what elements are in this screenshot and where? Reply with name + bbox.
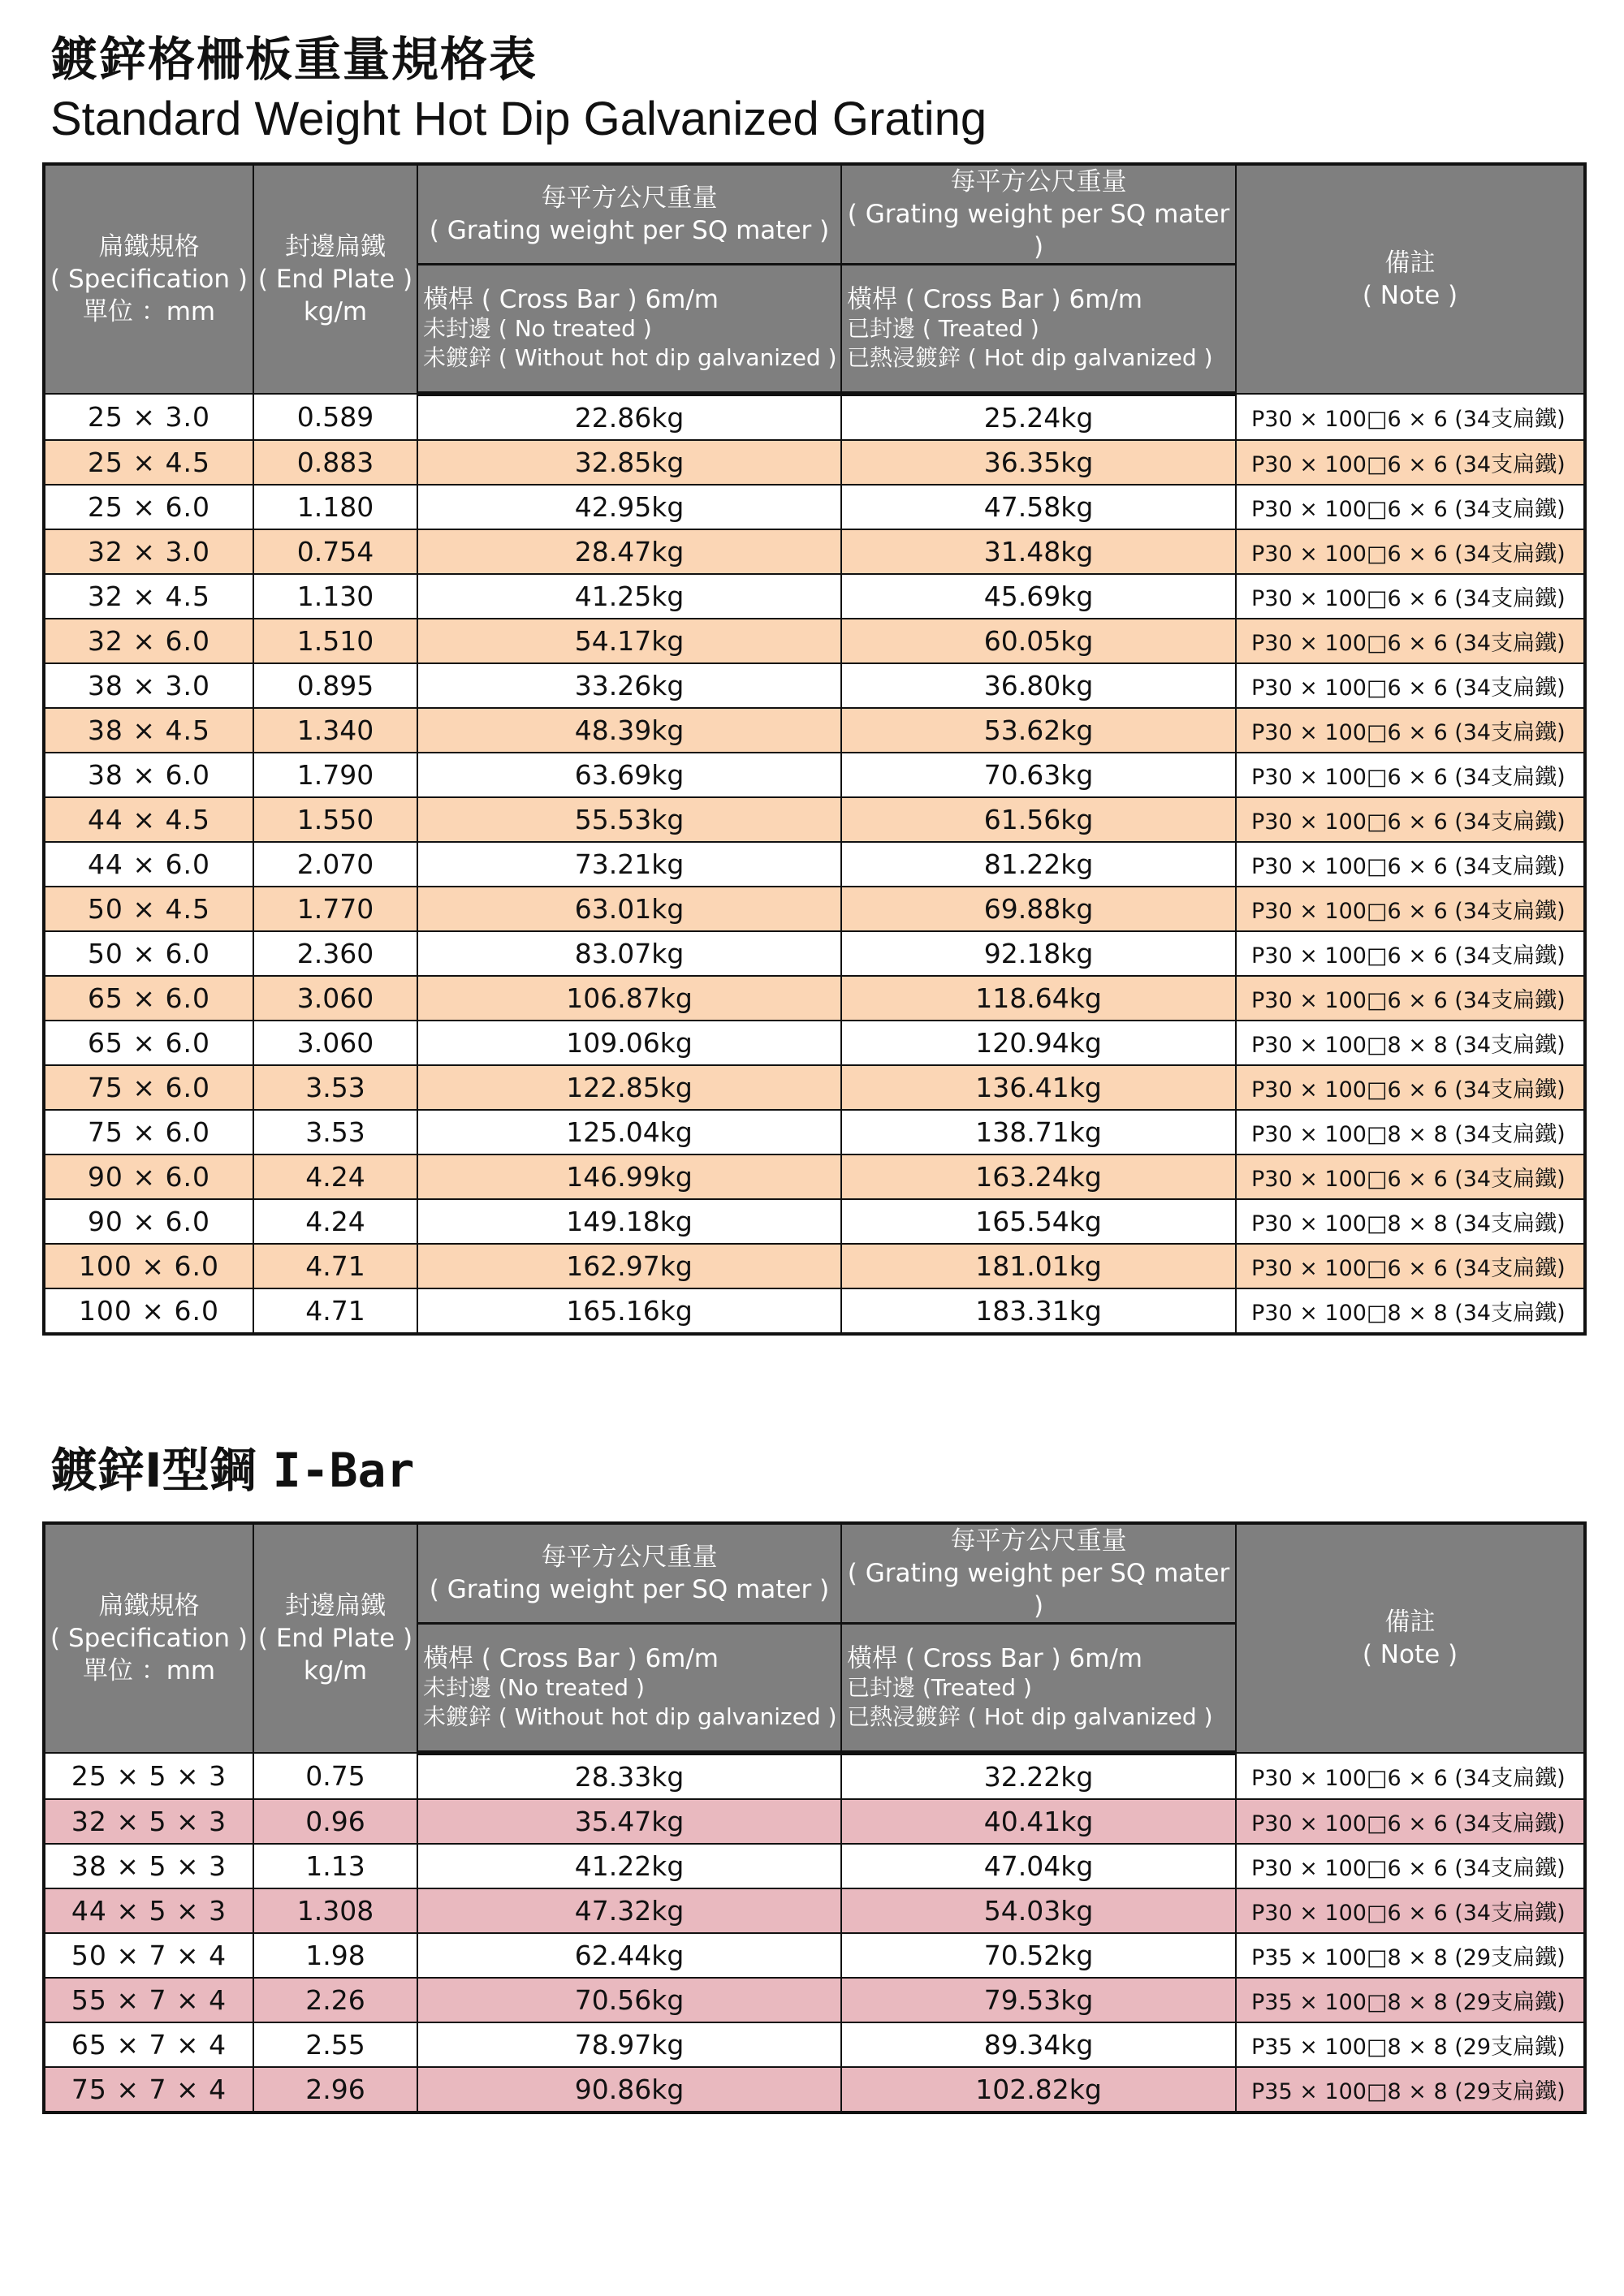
spec-cell: 50 × 7 × 4 [44,1933,253,1978]
header-sub-line: 橫桿 ( Cross Bar ) 6m/m [423,1643,719,1673]
weight-untreated-cell: 48.39kg [417,708,841,753]
header-sub-line: 未封邊 (No treated ) [423,1673,645,1701]
end-plate-cell: 2.55 [253,2022,417,2067]
weight-untreated-cell: 28.47kg [417,529,841,574]
weight-untreated-cell: 90.86kg [417,2067,841,2113]
header-spec-line: ( Specification ) [50,265,248,294]
note-cell: P30 × 100□6 × 6 (34支扁鐵) [1236,976,1585,1021]
spec-cell: 32 × 4.5 [44,574,253,619]
table-row [44,708,1585,753]
header-sub-line: 未鍍鋅 ( Without hot dip galvanized ) [423,1703,837,1730]
weight-untreated-cell: 78.97kg [417,2022,841,2067]
weight-treated-cell: 70.52kg [841,1933,1236,1978]
header-spec-line: 扁鐵規格 [98,232,200,261]
end-plate-cell: 3.53 [253,1110,417,1154]
header-note [1236,1523,1585,1753]
weight-untreated-cell: 55.53kg [417,797,841,842]
page-title-en: Standard Weight Hot Dip Galvanized Grating [50,93,987,145]
end-plate-cell: 2.070 [253,842,417,887]
end-plate-cell: 1.308 [253,1888,417,1933]
weight-untreated-cell: 42.95kg [417,485,841,529]
header-weight-line: ( Grating weight per SQ mater ) [847,1559,1230,1621]
weight-treated-cell: 165.54kg [841,1199,1236,1244]
header-sub-treated [841,265,1236,395]
table-row [44,887,1585,931]
spec-cell: 32 × 5 × 3 [44,1799,253,1844]
header-note-line: ( Note ) [1362,1640,1458,1669]
note-cell: P30 × 100□6 × 6 (34支扁鐵) [1236,842,1585,887]
table-row [44,619,1585,663]
header-weight-line: ( Grating weight per SQ mater ) [429,1575,830,1604]
spec-cell: 65 × 6.0 [44,1021,253,1065]
weight-treated-cell: 45.69kg [841,574,1236,619]
spec-cell: 25 × 5 × 3 [44,1753,253,1799]
header-endplate-line: 封邊扁鐵 [285,232,386,261]
note-cell: P30 × 100□6 × 6 (34支扁鐵) [1236,1244,1585,1288]
spec-cell: 32 × 3.0 [44,529,253,574]
header-sub-line: 未封邊 ( No treated ) [423,314,652,342]
weight-untreated-cell: 62.44kg [417,1933,841,1978]
table-row [44,1933,1585,1978]
table-row [44,797,1585,842]
header-sub-untreated [417,265,841,395]
header-spec-line: 單位 ：mm [82,1656,216,1685]
end-plate-cell: 3.060 [253,1021,417,1065]
table-row [44,485,1585,529]
header-sub-line: 橫桿 ( Cross Bar ) 6m/m [847,284,1143,314]
weight-untreated-cell: 106.87kg [417,976,841,1021]
table-row [44,931,1585,976]
note-cell: P30 × 100□6 × 6 (34支扁鐵) [1236,708,1585,753]
header-end-plate [253,164,417,394]
end-plate-cell: 4.71 [253,1244,417,1288]
weight-untreated-cell: 83.07kg [417,931,841,976]
table-row [44,753,1585,797]
header-note-line: 備註 [1384,248,1436,278]
weight-treated-cell: 53.62kg [841,708,1236,753]
weight-untreated-cell: 33.26kg [417,663,841,708]
end-plate-cell: 1.790 [253,753,417,797]
weight-untreated-cell: 47.32kg [417,1888,841,1933]
note-cell: P30 × 100□6 × 6 (34支扁鐵) [1236,394,1585,440]
end-plate-cell: 0.754 [253,529,417,574]
header-weight-treated [841,1523,1236,1624]
section-title-zh: 鍍鋅I型鋼 [50,1443,257,1498]
table-row [44,394,1585,440]
weight-untreated-cell: 32.85kg [417,440,841,485]
spec-cell: 32 × 6.0 [44,619,253,663]
header-weight-treated [841,164,1236,265]
weight-untreated-cell: 41.25kg [417,574,841,619]
spec-cell: 90 × 6.0 [44,1154,253,1199]
header-weight-line: ( Grating weight per SQ mater ) [429,216,830,245]
header-note-line: ( Note ) [1362,281,1458,310]
header-sub-line: 橫桿 ( Cross Bar ) 6m/m [423,284,719,314]
end-plate-cell: 1.13 [253,1844,417,1888]
end-plate-cell: 4.24 [253,1199,417,1244]
weight-treated-cell: 181.01kg [841,1244,1236,1288]
section-title-i-bar [50,1443,415,1498]
end-plate-cell: 2.26 [253,1978,417,2022]
table-row [44,1199,1585,1244]
note-cell: P30 × 100□6 × 6 (34支扁鐵) [1236,1154,1585,1199]
spec-cell: 25 × 6.0 [44,485,253,529]
end-plate-cell: 4.71 [253,1288,417,1334]
weight-treated-cell: 183.31kg [841,1288,1236,1334]
table-row [44,2067,1585,2113]
note-cell: P30 × 100□6 × 6 (34支扁鐵) [1236,663,1585,708]
end-plate-cell: 1.98 [253,1933,417,1978]
weight-treated-cell: 136.41kg [841,1065,1236,1110]
weight-treated-cell: 138.71kg [841,1110,1236,1154]
end-plate-cell: 0.75 [253,1753,417,1799]
weight-untreated-cell: 41.22kg [417,1844,841,1888]
spec-cell: 75 × 6.0 [44,1065,253,1110]
note-cell: P30 × 100□8 × 8 (34支扁鐵) [1236,1110,1585,1154]
note-cell: P30 × 100□6 × 6 (34支扁鐵) [1236,440,1585,485]
end-plate-cell: 0.883 [253,440,417,485]
weight-treated-cell: 36.35kg [841,440,1236,485]
weight-treated-cell: 118.64kg [841,976,1236,1021]
end-plate-cell: 0.895 [253,663,417,708]
header-sub-line: 未鍍鋅 ( Without hot dip galvanized ) [423,343,837,371]
note-cell: P30 × 100□8 × 8 (34支扁鐵) [1236,1199,1585,1244]
weight-untreated-cell: 28.33kg [417,1753,841,1799]
weight-treated-cell: 79.53kg [841,1978,1236,2022]
table-row [44,2022,1585,2067]
weight-untreated-cell: 125.04kg [417,1110,841,1154]
weight-treated-cell: 47.58kg [841,485,1236,529]
end-plate-cell: 4.24 [253,1154,417,1199]
table-row [44,976,1585,1021]
weight-treated-cell: 163.24kg [841,1154,1236,1199]
weight-treated-cell: 60.05kg [841,619,1236,663]
weight-untreated-cell: 54.17kg [417,619,841,663]
spec-cell: 38 × 4.5 [44,708,253,753]
header-sub-untreated [417,1624,841,1754]
end-plate-cell: 0.96 [253,1799,417,1844]
header-weight-line: 每平方公尺重量 [950,1526,1127,1556]
spec-cell: 65 × 6.0 [44,976,253,1021]
table-row [44,1888,1585,1933]
header-weight-untreated [417,1523,841,1624]
weight-untreated-cell: 165.16kg [417,1288,841,1334]
end-plate-cell: 2.96 [253,2067,417,2113]
note-cell: P35 × 100□8 × 8 (29支扁鐵) [1236,2067,1585,2113]
header-weight-untreated [417,164,841,265]
weight-treated-cell: 81.22kg [841,842,1236,887]
header-spec-line: ( Specification ) [50,1624,248,1653]
weight-untreated-cell: 149.18kg [417,1199,841,1244]
weight-untreated-cell: 63.69kg [417,753,841,797]
note-cell: P35 × 100□8 × 8 (29支扁鐵) [1236,1933,1585,1978]
note-cell: P30 × 100□6 × 6 (34支扁鐵) [1236,1753,1585,1799]
weight-treated-cell: 69.88kg [841,887,1236,931]
note-cell: P30 × 100□8 × 8 (34支扁鐵) [1236,1288,1585,1334]
weight-untreated-cell: 146.99kg [417,1154,841,1199]
header-specification [44,1523,253,1753]
weight-treated-cell: 61.56kg [841,797,1236,842]
table-row [44,1065,1585,1110]
spec-cell: 100 × 6.0 [44,1288,253,1334]
header-sub-line: 橫桿 ( Cross Bar ) 6m/m [847,1643,1143,1673]
header-note [1236,164,1585,394]
weight-untreated-cell: 73.21kg [417,842,841,887]
end-plate-cell: 3.53 [253,1065,417,1110]
table-row [44,574,1585,619]
spec-cell: 44 × 6.0 [44,842,253,887]
weight-treated-cell: 92.18kg [841,931,1236,976]
table-row [44,1154,1585,1199]
header-sub-line: 已封邊 (Treated ) [847,1673,1032,1701]
note-cell: P30 × 100□6 × 6 (34支扁鐵) [1236,619,1585,663]
spec-cell: 100 × 6.0 [44,1244,253,1288]
end-plate-cell: 3.060 [253,976,417,1021]
table-row [44,1799,1585,1844]
weight-untreated-cell: 63.01kg [417,887,841,931]
header-sub-line: 已熱浸鍍鋅 ( Hot dip galvanized ) [847,343,1213,371]
spec-cell: 38 × 5 × 3 [44,1844,253,1888]
weight-treated-cell: 31.48kg [841,529,1236,574]
weight-treated-cell: 89.34kg [841,2022,1236,2067]
grating-weight-table [42,162,1587,1336]
weight-untreated-cell: 122.85kg [417,1065,841,1110]
note-cell: P30 × 100□6 × 6 (34支扁鐵) [1236,485,1585,529]
table-row [44,1844,1585,1888]
table-row [44,1978,1585,2022]
table-row [44,663,1585,708]
header-weight-line: 每平方公尺重量 [541,183,718,213]
header-sub-line: 已封邊 ( Treated ) [847,314,1039,342]
note-cell: P35 × 100□8 × 8 (29支扁鐵) [1236,2022,1585,2067]
note-cell: P35 × 100□8 × 8 (29支扁鐵) [1236,1978,1585,2022]
note-cell: P30 × 100□6 × 6 (34支扁鐵) [1236,931,1585,976]
table-row [44,529,1585,574]
table-row [44,440,1585,485]
table-row [44,1244,1585,1288]
spec-cell: 55 × 7 × 4 [44,1978,253,2022]
end-plate-cell: 0.589 [253,394,417,440]
spec-cell: 25 × 3.0 [44,394,253,440]
page-title-zh: 鍍鋅格柵板重量規格表 [50,32,538,87]
header-weight-line: 每平方公尺重量 [950,167,1127,196]
spec-cell: 38 × 3.0 [44,663,253,708]
header-endplate-line: ( End Plate ) [257,1624,413,1653]
header-sub-line: 已熱浸鍍鋅 ( Hot dip galvanized ) [847,1703,1213,1730]
spec-cell: 44 × 5 × 3 [44,1888,253,1933]
weight-treated-cell: 120.94kg [841,1021,1236,1065]
weight-untreated-cell: 162.97kg [417,1244,841,1288]
table-row [44,1110,1585,1154]
header-end-plate [253,1523,417,1753]
spec-cell: 50 × 4.5 [44,887,253,931]
note-cell: P30 × 100□6 × 6 (34支扁鐵) [1236,1065,1585,1110]
header-specification [44,164,253,394]
end-plate-cell: 1.340 [253,708,417,753]
spec-cell: 25 × 4.5 [44,440,253,485]
spec-cell: 38 × 6.0 [44,753,253,797]
spec-cell: 50 × 6.0 [44,931,253,976]
i-bar-weight-table [42,1521,1587,2114]
weight-untreated-cell: 22.86kg [417,394,841,440]
table-row [44,1753,1585,1799]
note-cell: P30 × 100□6 × 6 (34支扁鐵) [1236,529,1585,574]
end-plate-cell: 1.770 [253,887,417,931]
end-plate-cell: 2.360 [253,931,417,976]
weight-untreated-cell: 35.47kg [417,1799,841,1844]
header-note-line: 備註 [1384,1608,1436,1637]
spec-cell: 44 × 4.5 [44,797,253,842]
section-title-en: I-Bar [272,1443,415,1498]
note-cell: P30 × 100□6 × 6 (34支扁鐵) [1236,1844,1585,1888]
table-row [44,842,1585,887]
weight-treated-cell: 40.41kg [841,1799,1236,1844]
header-weight-line: 每平方公尺重量 [541,1543,718,1572]
note-cell: P30 × 100□8 × 8 (34支扁鐵) [1236,1021,1585,1065]
weight-treated-cell: 70.63kg [841,753,1236,797]
weight-treated-cell: 102.82kg [841,2067,1236,2113]
weight-treated-cell: 25.24kg [841,394,1236,440]
end-plate-cell: 1.180 [253,485,417,529]
header-endplate-line: kg/m [303,297,368,326]
weight-treated-cell: 32.22kg [841,1753,1236,1799]
table-row [44,1021,1585,1065]
weight-treated-cell: 36.80kg [841,663,1236,708]
end-plate-cell: 1.550 [253,797,417,842]
note-cell: P30 × 100□6 × 6 (34支扁鐵) [1236,887,1585,931]
table-row [44,1288,1585,1334]
spec-cell: 65 × 7 × 4 [44,2022,253,2067]
note-cell: P30 × 100□6 × 6 (34支扁鐵) [1236,1799,1585,1844]
note-cell: P30 × 100□6 × 6 (34支扁鐵) [1236,574,1585,619]
header-endplate-line: kg/m [303,1656,368,1685]
weight-treated-cell: 54.03kg [841,1888,1236,1933]
weight-untreated-cell: 70.56kg [417,1978,841,2022]
spec-cell: 90 × 6.0 [44,1199,253,1244]
header-spec-line: 單位 ：mm [82,297,216,326]
header-weight-line: ( Grating weight per SQ mater ) [847,200,1230,261]
header-spec-line: 扁鐵規格 [98,1591,200,1621]
note-cell: P30 × 100□6 × 6 (34支扁鐵) [1236,1888,1585,1933]
weight-untreated-cell: 109.06kg [417,1021,841,1065]
spec-cell: 75 × 7 × 4 [44,2067,253,2113]
spec-cell: 75 × 6.0 [44,1110,253,1154]
header-sub-treated [841,1624,1236,1754]
header-endplate-line: ( End Plate ) [257,265,413,294]
end-plate-cell: 1.510 [253,619,417,663]
end-plate-cell: 1.130 [253,574,417,619]
note-cell: P30 × 100□6 × 6 (34支扁鐵) [1236,797,1585,842]
header-endplate-line: 封邊扁鐵 [285,1591,386,1621]
note-cell: P30 × 100□6 × 6 (34支扁鐵) [1236,753,1585,797]
weight-treated-cell: 47.04kg [841,1844,1236,1888]
